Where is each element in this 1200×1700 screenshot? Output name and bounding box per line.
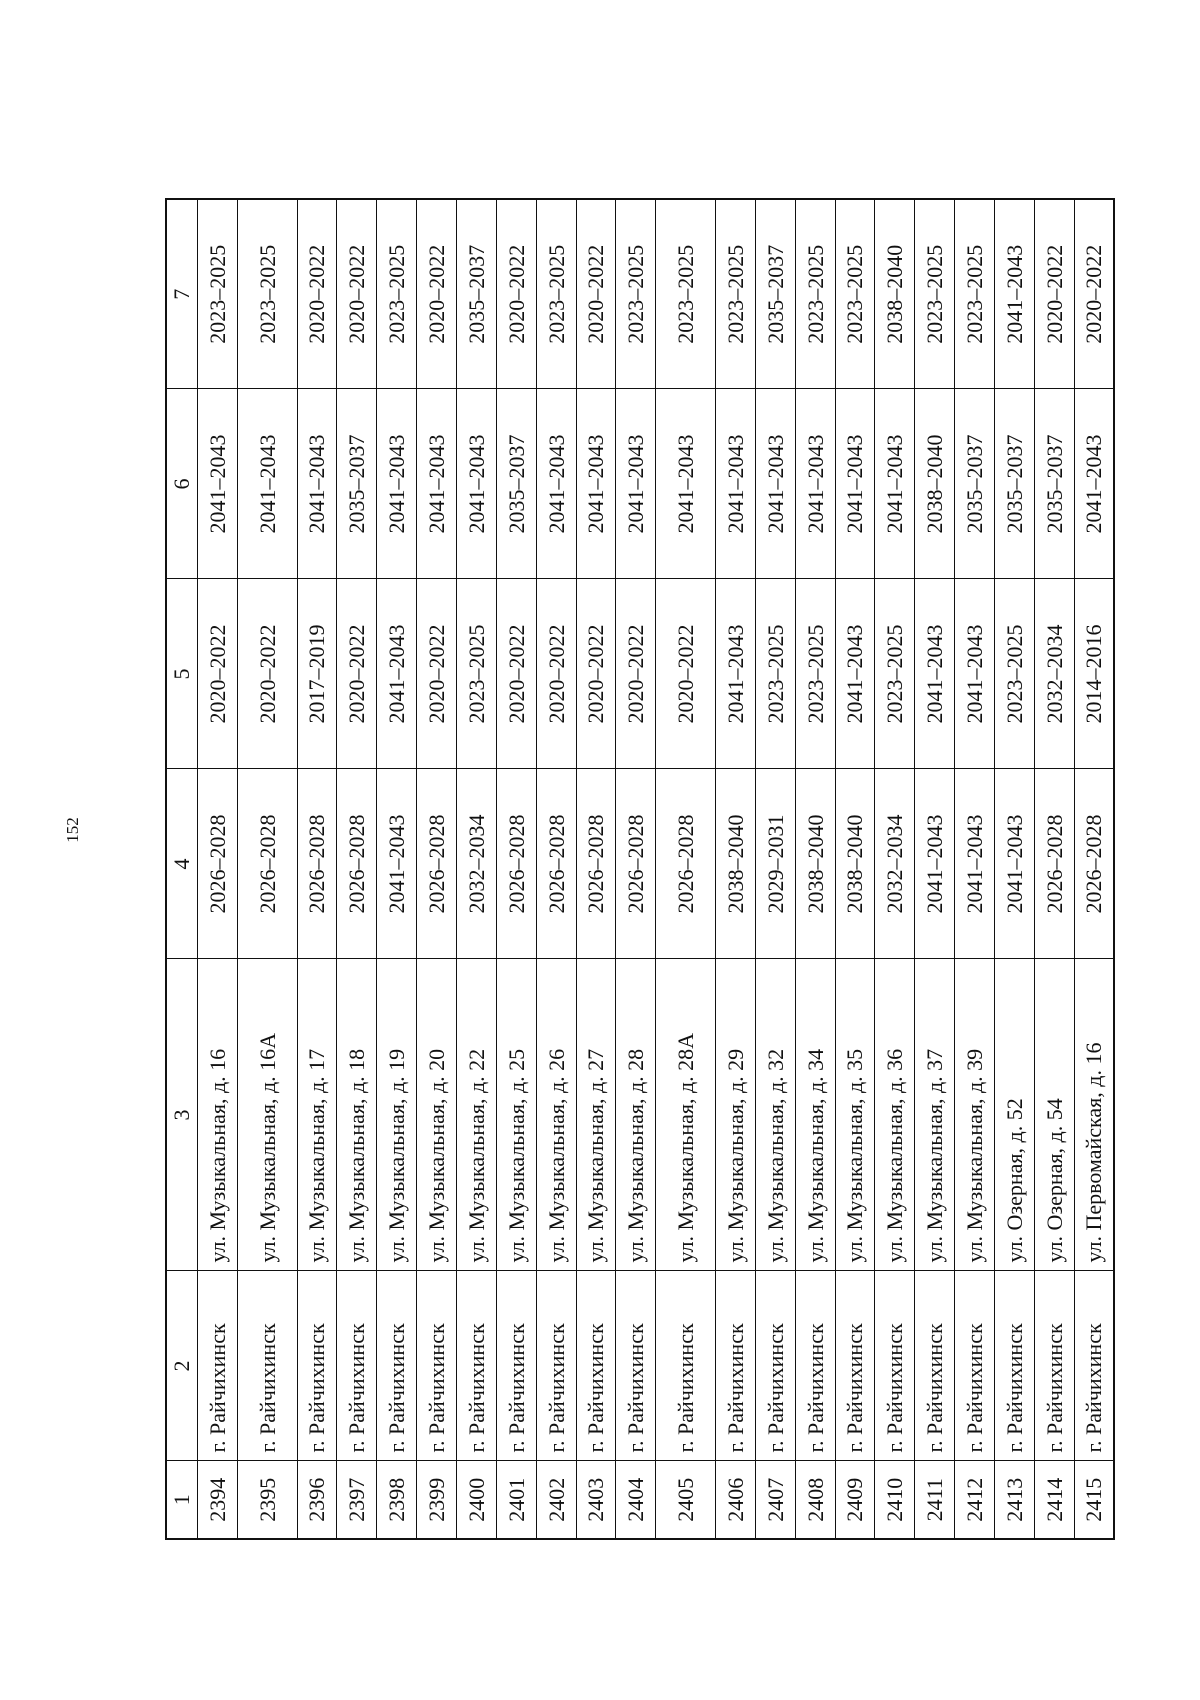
period-col5-cell: 2020–2022 — [576, 579, 616, 769]
period-col7-cell: 2023–2025 — [198, 199, 238, 389]
period-col4-cell: 2026–2028 — [417, 769, 457, 959]
table-row — [1034, 199, 1074, 1539]
city-cell: г. Райчихинск — [198, 1271, 238, 1461]
period-col7-cell: 2041–2043 — [994, 199, 1034, 389]
period-col4-cell: 2026–2028 — [337, 769, 377, 959]
city-cell: г. Райчихинск — [1074, 1271, 1114, 1461]
city-cell: г. Райчихинск — [715, 1271, 755, 1461]
period-col4-cell: 2026–2028 — [656, 769, 716, 959]
city-cell: г. Райчихинск — [755, 1271, 795, 1461]
period-col5-cell: 2041–2043 — [955, 579, 995, 769]
period-col5-cell: 2032–2034 — [1034, 579, 1074, 769]
period-col4-cell: 2032–2034 — [456, 769, 496, 959]
period-col4-cell: 2026–2028 — [297, 769, 337, 959]
row-number-cell: 2406 — [715, 1461, 755, 1539]
period-col6-cell: 2041–2043 — [576, 389, 616, 579]
table-row — [496, 199, 536, 1539]
period-col6-cell: 2041–2043 — [1074, 389, 1114, 579]
period-col4-cell: 2041–2043 — [955, 769, 995, 959]
address-cell: ул. Музыкальная, д. 29 — [715, 959, 755, 1271]
address-cell: ул. Музыкальная, д. 18 — [337, 959, 377, 1271]
period-col4-cell: 2041–2043 — [994, 769, 1034, 959]
period-col5-cell: 2023–2025 — [456, 579, 496, 769]
table-row — [198, 199, 238, 1539]
period-col7-cell: 2023–2025 — [536, 199, 576, 389]
period-col7-cell: 2020–2022 — [496, 199, 536, 389]
period-col6-cell: 2041–2043 — [198, 389, 238, 579]
row-number-cell: 2401 — [496, 1461, 536, 1539]
period-col4-cell: 2026–2028 — [616, 769, 656, 959]
table-row — [616, 199, 656, 1539]
address-cell: ул. Музыкальная, д. 27 — [576, 959, 616, 1271]
period-col7-cell: 2023–2025 — [616, 199, 656, 389]
period-col6-cell: 2041–2043 — [875, 389, 915, 579]
period-col6-cell: 2041–2043 — [377, 389, 417, 579]
period-col5-cell: 2041–2043 — [715, 579, 755, 769]
row-number-cell: 2398 — [377, 1461, 417, 1539]
period-col7-cell: 2023–2025 — [237, 199, 297, 389]
period-col7-cell: 2023–2025 — [377, 199, 417, 389]
column-header: 5 — [166, 579, 198, 769]
period-col6-cell: 2035–2037 — [955, 389, 995, 579]
row-number-cell: 2404 — [616, 1461, 656, 1539]
period-col7-cell: 2020–2022 — [337, 199, 377, 389]
period-col7-cell: 2020–2022 — [1074, 199, 1114, 389]
city-cell: г. Райчихинск — [915, 1271, 955, 1461]
address-cell: ул. Музыкальная, д. 34 — [795, 959, 835, 1271]
period-col6-cell: 2041–2043 — [616, 389, 656, 579]
city-cell: г. Райчихинск — [337, 1271, 377, 1461]
table-row — [1074, 199, 1114, 1539]
address-cell: ул. Музыкальная, д. 36 — [875, 959, 915, 1271]
period-col4-cell: 2032–2034 — [875, 769, 915, 959]
period-col7-cell: 2020–2022 — [417, 199, 457, 389]
period-col6-cell: 2041–2043 — [297, 389, 337, 579]
address-cell: ул. Музыкальная, д. 22 — [456, 959, 496, 1271]
row-number-cell: 2395 — [237, 1461, 297, 1539]
table-row — [656, 199, 716, 1539]
row-number-cell: 2415 — [1074, 1461, 1114, 1539]
period-col6-cell: 2041–2043 — [456, 389, 496, 579]
period-col6-cell: 2035–2037 — [496, 389, 536, 579]
period-col6-cell: 2041–2043 — [795, 389, 835, 579]
period-col5-cell: 2023–2025 — [795, 579, 835, 769]
period-col5-cell: 2020–2022 — [496, 579, 536, 769]
table-row — [536, 199, 576, 1539]
table-row — [237, 199, 297, 1539]
period-col5-cell: 2041–2043 — [377, 579, 417, 769]
table-row — [337, 199, 377, 1539]
period-col4-cell: 2026–2028 — [237, 769, 297, 959]
period-col6-cell: 2041–2043 — [536, 389, 576, 579]
period-col5-cell: 2041–2043 — [835, 579, 875, 769]
row-number-cell: 2399 — [417, 1461, 457, 1539]
period-col7-cell: 2020–2022 — [297, 199, 337, 389]
column-header: 6 — [166, 389, 198, 579]
period-col5-cell: 2020–2022 — [337, 579, 377, 769]
city-cell: г. Райчихинск — [377, 1271, 417, 1461]
period-col7-cell: 2020–2022 — [1034, 199, 1074, 389]
table-row — [755, 199, 795, 1539]
period-col4-cell: 2026–2028 — [1074, 769, 1114, 959]
row-number-cell: 2410 — [875, 1461, 915, 1539]
period-col4-cell: 2038–2040 — [715, 769, 755, 959]
table-row — [835, 199, 875, 1539]
city-cell: г. Райчихинск — [955, 1271, 995, 1461]
city-cell: г. Райчихинск — [994, 1271, 1034, 1461]
period-col5-cell: 2041–2043 — [915, 579, 955, 769]
table-row — [377, 199, 417, 1539]
address-cell: ул. Музыкальная, д. 16 — [198, 959, 238, 1271]
period-col7-cell: 2038–2040 — [875, 199, 915, 389]
row-number-cell: 2409 — [835, 1461, 875, 1539]
period-col7-cell: 2023–2025 — [835, 199, 875, 389]
address-cell: ул. Музыкальная, д. 16А — [237, 959, 297, 1271]
table-row — [297, 199, 337, 1539]
city-cell: г. Райчихинск — [795, 1271, 835, 1461]
city-cell: г. Райчихинск — [875, 1271, 915, 1461]
row-number-cell: 2397 — [337, 1461, 377, 1539]
table-body — [198, 199, 1115, 1539]
address-cell: ул. Музыкальная, д. 39 — [955, 959, 995, 1271]
address-cell: ул. Озерная, д. 52 — [994, 959, 1034, 1271]
table-row — [715, 199, 755, 1539]
table-row — [456, 199, 496, 1539]
table-row — [994, 199, 1034, 1539]
period-col4-cell: 2026–2028 — [536, 769, 576, 959]
row-number-cell: 2403 — [576, 1461, 616, 1539]
period-col7-cell: 2023–2025 — [715, 199, 755, 389]
period-col6-cell: 2041–2043 — [715, 389, 755, 579]
period-col4-cell: 2026–2028 — [198, 769, 238, 959]
address-cell: ул. Музыкальная, д. 35 — [835, 959, 875, 1271]
column-header: 4 — [166, 769, 198, 959]
period-col5-cell: 2020–2022 — [616, 579, 656, 769]
row-number-cell: 2400 — [456, 1461, 496, 1539]
column-header: 1 — [166, 1461, 198, 1539]
city-cell: г. Райчихинск — [1034, 1271, 1074, 1461]
address-cell: ул. Музыкальная, д. 19 — [377, 959, 417, 1271]
city-cell: г. Райчихинск — [536, 1271, 576, 1461]
period-col5-cell: 2020–2022 — [536, 579, 576, 769]
address-cell: ул. Музыкальная, д. 25 — [496, 959, 536, 1271]
row-number-cell: 2407 — [755, 1461, 795, 1539]
row-number-cell: 2408 — [795, 1461, 835, 1539]
table-row — [795, 199, 835, 1539]
period-col7-cell: 2035–2037 — [755, 199, 795, 389]
table-row — [417, 199, 457, 1539]
period-col7-cell: 2023–2025 — [795, 199, 835, 389]
period-col5-cell: 2023–2025 — [994, 579, 1034, 769]
period-col6-cell: 2041–2043 — [835, 389, 875, 579]
period-col4-cell: 2038–2040 — [835, 769, 875, 959]
city-cell: г. Райчихинск — [576, 1271, 616, 1461]
row-number-cell: 2394 — [198, 1461, 238, 1539]
period-col4-cell: 2041–2043 — [377, 769, 417, 959]
address-cell: ул. Озерная, д. 54 — [1034, 959, 1074, 1271]
row-number-cell: 2414 — [1034, 1461, 1074, 1539]
period-col4-cell: 2038–2040 — [795, 769, 835, 959]
period-col6-cell: 2041–2043 — [237, 389, 297, 579]
table-row — [576, 199, 616, 1539]
period-col7-cell: 2023–2025 — [915, 199, 955, 389]
period-col5-cell: 2020–2022 — [237, 579, 297, 769]
period-col7-cell: 2023–2025 — [656, 199, 716, 389]
address-cell: ул. Музыкальная, д. 37 — [915, 959, 955, 1271]
city-cell: г. Райчихинск — [656, 1271, 716, 1461]
row-number-cell: 2402 — [536, 1461, 576, 1539]
table-row — [875, 199, 915, 1539]
period-col7-cell: 2020–2022 — [576, 199, 616, 389]
city-cell: г. Райчихинск — [456, 1271, 496, 1461]
period-col6-cell: 2035–2037 — [994, 389, 1034, 579]
period-col6-cell: 2041–2043 — [656, 389, 716, 579]
city-cell: г. Райчихинск — [835, 1271, 875, 1461]
table-row — [915, 199, 955, 1539]
period-col5-cell: 2023–2025 — [755, 579, 795, 769]
city-cell: г. Райчихинск — [496, 1271, 536, 1461]
address-cell: ул. Музыкальная, д. 32 — [755, 959, 795, 1271]
period-col5-cell: 2020–2022 — [198, 579, 238, 769]
period-col4-cell: 2041–2043 — [915, 769, 955, 959]
row-number-cell: 2411 — [915, 1461, 955, 1539]
row-number-cell: 2396 — [297, 1461, 337, 1539]
column-header: 3 — [166, 959, 198, 1271]
city-cell: г. Райчихинск — [237, 1271, 297, 1461]
period-col4-cell: 2026–2028 — [576, 769, 616, 959]
rotated-table-container — [165, 200, 1115, 1540]
period-col5-cell: 2020–2022 — [417, 579, 457, 769]
period-col6-cell: 2038–2040 — [915, 389, 955, 579]
period-col4-cell: 2029–2031 — [755, 769, 795, 959]
period-col5-cell: 2020–2022 — [656, 579, 716, 769]
address-cell: ул. Музыкальная, д. 26 — [536, 959, 576, 1271]
period-col5-cell: 2023–2025 — [875, 579, 915, 769]
address-cell: ул. Музыкальная, д. 20 — [417, 959, 457, 1271]
city-cell: г. Райчихинск — [417, 1271, 457, 1461]
page-number: 152 — [62, 817, 82, 843]
repair-schedule-table — [165, 198, 1115, 1540]
row-number-cell: 2413 — [994, 1461, 1034, 1539]
address-cell: ул. Первомайская, д. 16 — [1074, 959, 1114, 1271]
period-col6-cell: 2041–2043 — [755, 389, 795, 579]
address-cell: ул. Музыкальная, д. 17 — [297, 959, 337, 1271]
period-col5-cell: 2014–2016 — [1074, 579, 1114, 769]
column-header: 7 — [166, 199, 198, 389]
period-col6-cell: 2035–2037 — [1034, 389, 1074, 579]
city-cell: г. Райчихинск — [616, 1271, 656, 1461]
period-col6-cell: 2041–2043 — [417, 389, 457, 579]
header-row — [166, 199, 198, 1539]
period-col7-cell: 2035–2037 — [456, 199, 496, 389]
address-cell: ул. Музыкальная, д. 28А — [656, 959, 716, 1271]
table-row — [955, 199, 995, 1539]
city-cell: г. Райчихинск — [297, 1271, 337, 1461]
period-col4-cell: 2026–2028 — [1034, 769, 1074, 959]
period-col5-cell: 2017–2019 — [297, 579, 337, 769]
row-number-cell: 2412 — [955, 1461, 995, 1539]
address-cell: ул. Музыкальная, д. 28 — [616, 959, 656, 1271]
period-col7-cell: 2023–2025 — [955, 199, 995, 389]
row-number-cell: 2405 — [656, 1461, 716, 1539]
period-col4-cell: 2026–2028 — [496, 769, 536, 959]
column-header: 2 — [166, 1271, 198, 1461]
period-col6-cell: 2035–2037 — [337, 389, 377, 579]
